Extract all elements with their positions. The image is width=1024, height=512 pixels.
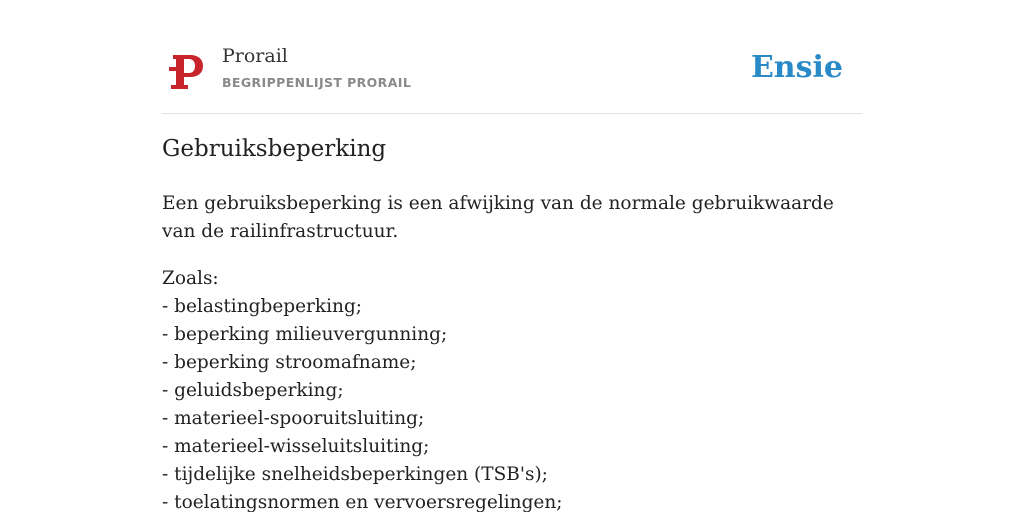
organization-name[interactable]: Prorail <box>222 45 288 67</box>
list-item: - beperking milieuvergunning; <box>162 324 448 345</box>
list-item: - geluidsbeperking; <box>162 380 344 401</box>
list-item: - materieel-spooruitsluiting; <box>162 408 425 429</box>
glossary-subtitle[interactable]: BEGRIPPENLIJST PRORAIL <box>222 75 412 90</box>
ensie-brand-link[interactable]: Ensie <box>750 50 843 85</box>
examples-intro: Zoals: <box>162 268 219 289</box>
list-item: - belastingbeperking; <box>162 296 363 317</box>
header <box>162 40 862 114</box>
definition-text: Een gebruiksbeperking is een afwijking van de normale gebruikwaarde van de railinfrastructuur. <box>162 193 834 242</box>
list-item: - tijdelijke snelheidsbeperkingen (TSB's); <box>162 464 548 485</box>
prorail-p-logo-icon <box>168 52 204 92</box>
page-title: Gebruiksbeperking <box>162 136 387 162</box>
examples-list <box>162 265 862 512</box>
list-item: - materieel-wisseluitsluiting; <box>162 436 430 457</box>
list-item: - toelatingsnormen en vervoersregelingen; <box>162 492 563 512</box>
page <box>162 0 862 512</box>
list-item: - beperking stroomafname; <box>162 352 417 373</box>
